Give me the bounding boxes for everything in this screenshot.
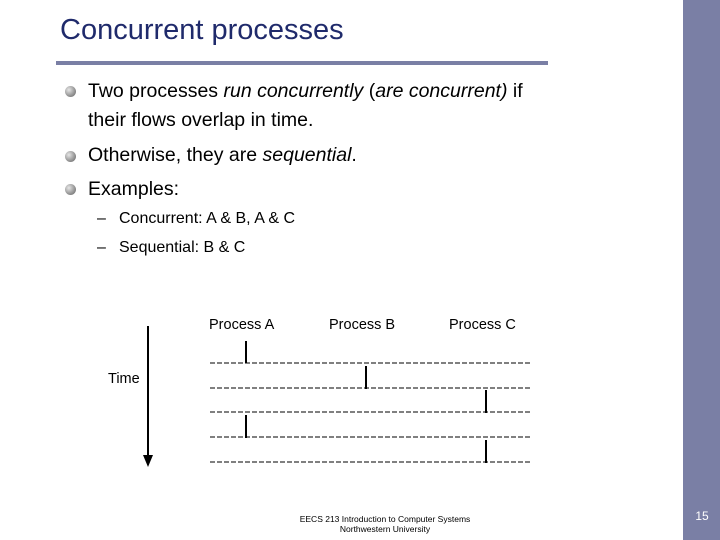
process-flow-segments xyxy=(246,341,486,463)
bullet-3: Examples: xyxy=(88,178,180,200)
time-boundary-lines xyxy=(210,363,530,462)
sub-bullet-dash-2: – xyxy=(97,239,106,256)
footer xyxy=(300,514,471,534)
sub-bullet-dash-1: – xyxy=(97,210,106,227)
footer-university: Northwestern University xyxy=(339,524,431,534)
bullet-1-part-4: are concurrent) xyxy=(375,80,508,102)
slide-title: Concurrent processes xyxy=(60,14,344,46)
time-axis xyxy=(143,326,153,467)
bullet-1-part-5: if xyxy=(507,80,523,102)
bullet-2-part-1: Otherwise, they are xyxy=(88,144,263,166)
bullet-2-part-2: sequential xyxy=(262,144,352,166)
bullet-2-part-3: . xyxy=(351,144,357,166)
bullet-1-part-3: ( xyxy=(363,80,376,102)
time-arrowhead-icon xyxy=(143,455,153,467)
process-b-label: Process B xyxy=(329,317,396,333)
footer-course: EECS 213 Introduction to Computer Systems xyxy=(299,514,471,524)
bullet-1-line-2: their flows overlap in time. xyxy=(88,109,314,131)
sub-bullet-1-text: Concurrent: A & B, A & C xyxy=(119,210,296,227)
time-label: Time xyxy=(108,371,140,387)
bullet-1-part-1: Two processes xyxy=(88,80,224,102)
bullet-1-part-2: run concurrently xyxy=(223,80,364,102)
sub-bullet-2-text: Sequential: B & C xyxy=(119,239,246,256)
process-a-label: Process A xyxy=(209,317,275,333)
process-c-label: Process C xyxy=(449,317,516,333)
slide-number: 15 xyxy=(695,509,709,523)
